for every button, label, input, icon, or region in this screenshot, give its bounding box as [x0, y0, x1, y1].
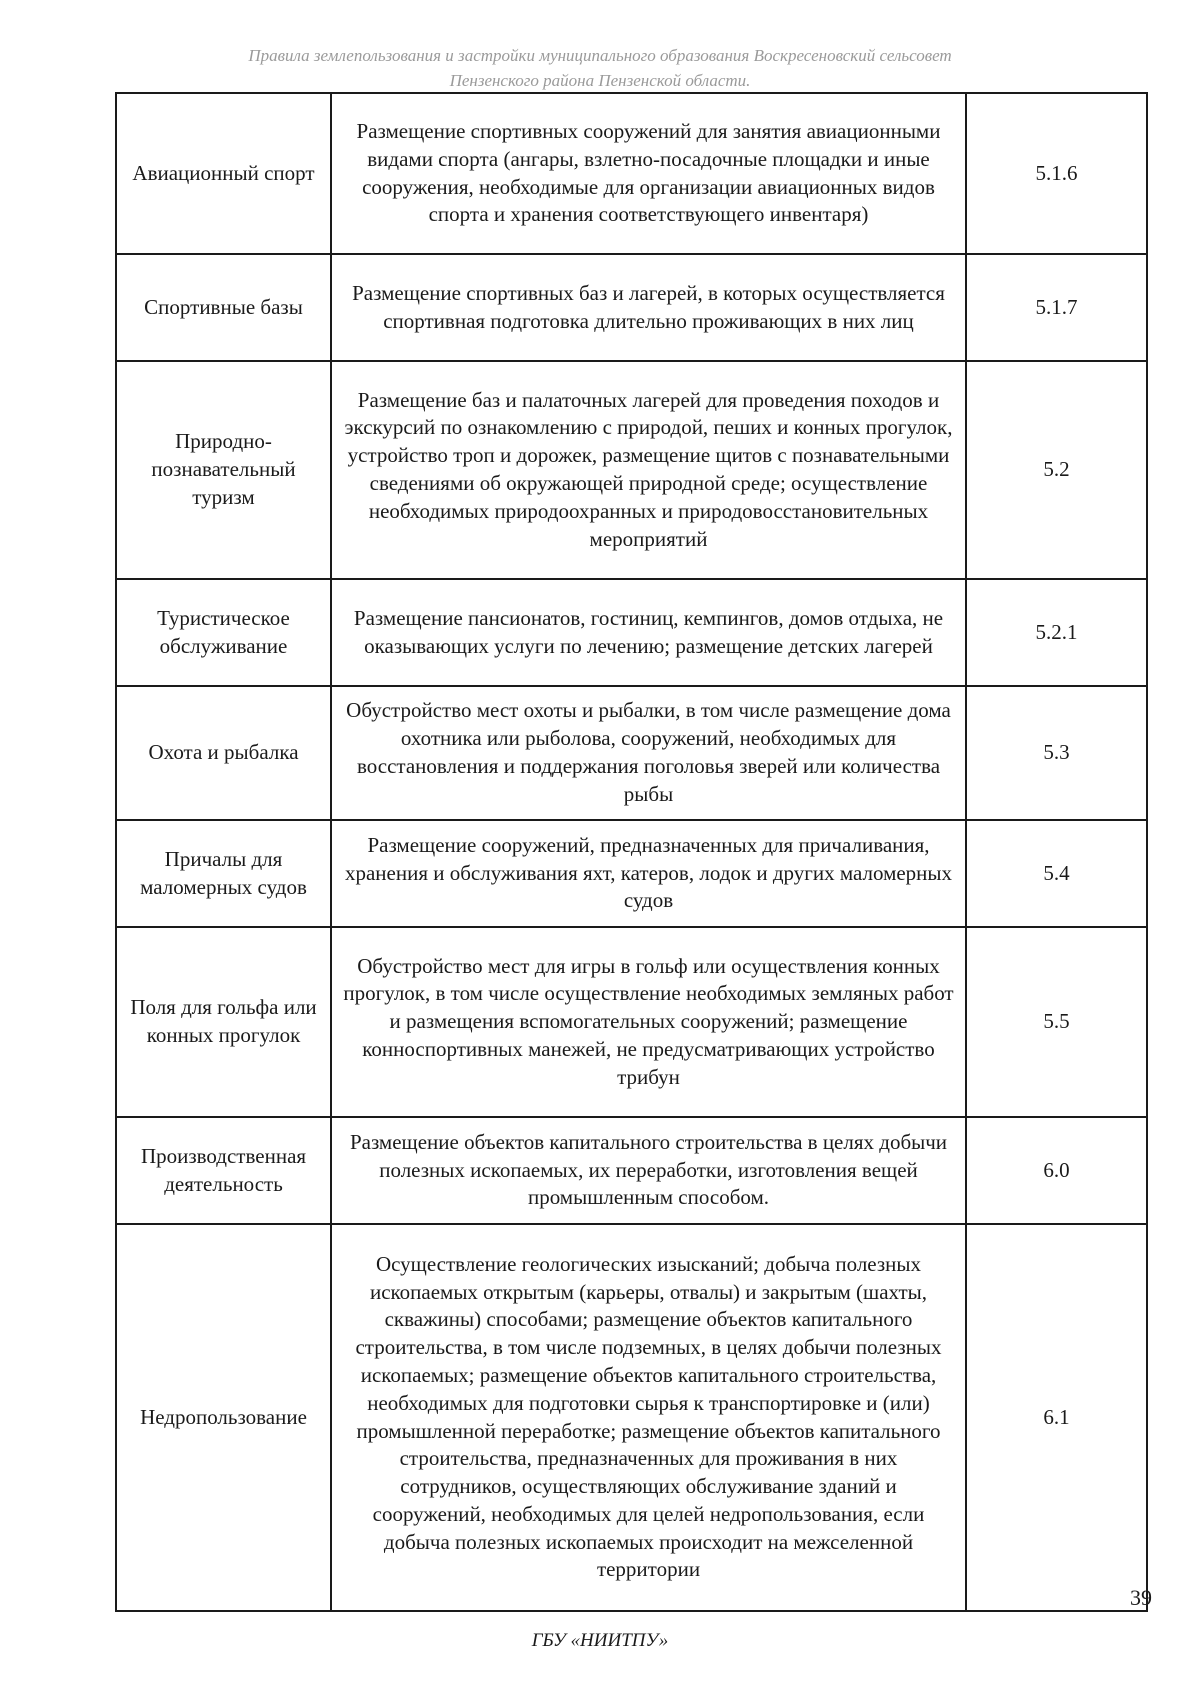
land-use-code: 5.1.7 [966, 254, 1147, 361]
table-row [116, 579, 1147, 686]
land-use-description: Размещение спортивных баз и лагерей, в которых осуществляется спортивная подготовка длительно проживающих в них лиц [331, 254, 966, 361]
land-use-table [115, 92, 1148, 1612]
land-use-name: Спортивные базы [116, 254, 331, 361]
land-use-code: 5.2.1 [966, 579, 1147, 686]
page-header-line-2: Пензенского района Пензенской области. [449, 71, 751, 90]
land-use-code: 5.1.6 [966, 93, 1147, 254]
land-use-description: Размещение пансионатов, гостиниц, кемпингов, домов отдыха, не оказывающих услуги по лечению; размещение детских лагерей [331, 579, 966, 686]
land-use-description: Обустройство мест охоты и рыбалки, в том числе размещение дома охотника или рыболова, сооружений, необходимых для восстановления и поддержания поголовья зверей или количества рыбы [331, 686, 966, 820]
land-use-name: Причалы для маломерных судов [116, 820, 331, 927]
land-use-code: 6.1 [966, 1224, 1147, 1611]
table-row [116, 93, 1147, 254]
table-row [116, 820, 1147, 927]
land-use-description: Обустройство мест для игры в гольф или осуществления конных прогулок, в том числе осуществление необходимых земляных работ и размещения вспомогательных сооружений; размещение конноспортивных манежей, не предусматривающих устройство трибун [331, 927, 966, 1117]
land-use-description: Размещение баз и палаточных лагерей для проведения походов и экскурсий по ознакомлению с природой, пеших и конных прогулок, устройство троп и дорожек, размещение щитов с познавательными сведениями об окружающей природной среде; осуществление необходимых природоохранных и природовосстановительных мероприятий [331, 361, 966, 579]
table-row [116, 686, 1147, 820]
table-row [116, 1117, 1147, 1224]
land-use-name: Поля для гольфа или конных прогулок [116, 927, 331, 1117]
page-footer: ГБУ «НИИТПУ» [531, 1630, 669, 1651]
table-row [116, 1224, 1147, 1611]
land-use-name: Производственная деятельность [116, 1117, 331, 1224]
table-row [116, 254, 1147, 361]
land-use-description: Осуществление геологических изысканий; добыча полезных ископаемых открытым (карьеры, отвалы) и закрытым (шахты, скважины) способами; размещение объектов капитального строительства, в том числе подземных, в целях добычи полезных ископаемых; размещение объектов капитального строительства, необходимых для подготовки сырья к транспортировке и (или) промышленной переработке; размещение объектов капитального строительства, предназначенных для проживания в них сотрудников, осуществляющих обслуживание зданий и сооружений, необходимых для целей недропользования, если добыча полезных ископаемых происходит на межселенной территории [331, 1224, 966, 1611]
land-use-code: 5.4 [966, 820, 1147, 927]
land-use-name: Туристическое обслуживание [116, 579, 331, 686]
table-row [116, 927, 1147, 1117]
page-header-line-1: Правила землепользования и застройки муниципального образования Воскресеновский сельсовет [248, 46, 952, 65]
land-use-name: Охота и рыбалка [116, 686, 331, 820]
page-number: 39 [1130, 1585, 1152, 1610]
table-row [116, 361, 1147, 579]
land-use-description: Размещение сооружений, предназначенных для причаливания, хранения и обслуживания яхт, катеров, лодок и других маломерных судов [331, 820, 966, 927]
land-use-description: Размещение спортивных сооружений для занятия авиационными видами спорта (ангары, взлетно-посадочные площадки и иные сооружения, необходимые для организации авиационных видов спорта и хранения соответствующего инвентаря) [331, 93, 966, 254]
land-use-code: 5.3 [966, 686, 1147, 820]
land-use-code: 6.0 [966, 1117, 1147, 1224]
land-use-name: Природно-познавательный туризм [116, 361, 331, 579]
land-use-code: 5.5 [966, 927, 1147, 1117]
land-use-name: Недропользование [116, 1224, 331, 1611]
page-header [150, 43, 1050, 93]
land-use-name: Авиационный спорт [116, 93, 331, 254]
land-use-description: Размещение объектов капитального строительства в целях добычи полезных ископаемых, их переработки, изготовления вещей промышленным способом. [331, 1117, 966, 1224]
land-use-code: 5.2 [966, 361, 1147, 579]
